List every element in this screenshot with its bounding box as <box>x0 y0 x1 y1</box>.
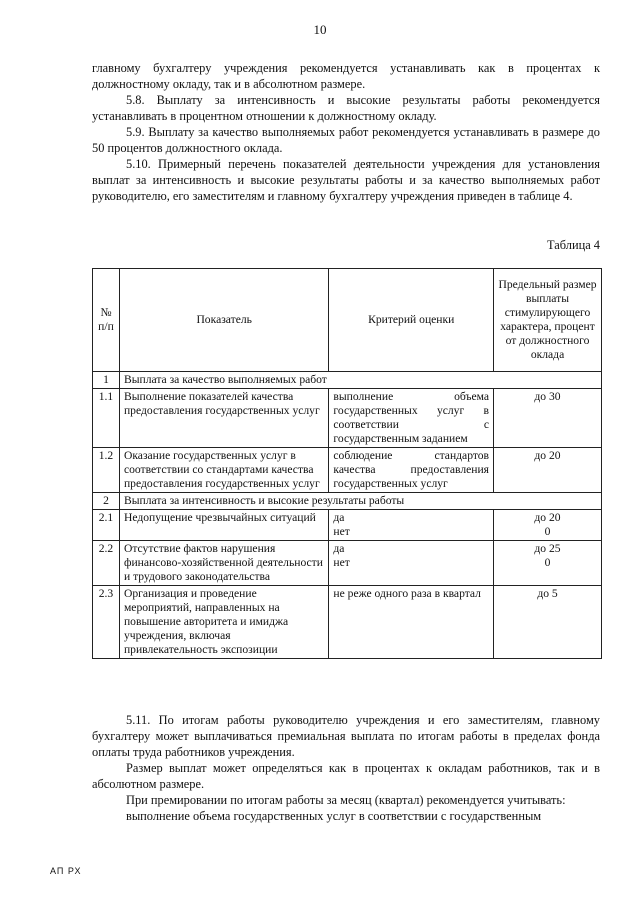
section-number: 2 <box>93 493 120 510</box>
limit-yes: до 20 <box>534 511 561 524</box>
table-row <box>93 586 602 659</box>
paragraph-bonus-size: Размер выплат может определяться как в процентах к окладам работников, так и в абсолютном размере. <box>92 761 600 791</box>
header-criterion: Критерий оценки <box>329 269 494 372</box>
intro-text <box>92 60 600 204</box>
paragraph-5-10: 5.10. Примерный перечень показателей деятельности учреждения для установления выплат за интенсивность и высокие результаты работы и за качество выполняемых работ руководителю, его заместителям и главному бухгалтеру учреждения приведен в таблице 4. <box>92 157 600 203</box>
section-number: 1 <box>93 372 120 389</box>
row-criterion <box>329 541 494 586</box>
table-row <box>93 541 602 586</box>
page-number: 10 <box>313 22 327 37</box>
table-header-row <box>93 269 602 372</box>
section-title: Выплата за качество выполняемых работ <box>119 372 601 389</box>
header-limit: Предельный размер выплаты стимулирующего характера, процент от должностного оклада <box>494 269 602 372</box>
row-number: 2.1 <box>93 510 120 541</box>
limit-no: 0 <box>544 525 551 538</box>
outro-text <box>92 712 600 824</box>
footer-mark: АП РХ <box>50 866 82 876</box>
row-limit <box>494 510 602 541</box>
row-indicator: Организация и проведение мероприятий, направленных на повышение авторитета и имиджа учреждения, включая привлекательность экспозиции <box>119 586 328 659</box>
section-row <box>93 372 602 389</box>
row-number: 1.1 <box>93 389 120 448</box>
row-indicator: Выполнение показателей качества предоставления государственных услуг <box>119 389 328 448</box>
row-indicator: Недопущение чрезвычайных ситуаций <box>119 510 328 541</box>
row-indicator: Оказание государственных услуг в соответствии со стандартами качества предоставления государственных услуг <box>119 448 328 493</box>
paragraph-5-9: 5.9. Выплату за качество выполняемых работ рекомендуется устанавливать в размере до 50 процентов должностного оклада. <box>92 125 600 155</box>
limit-no: 0 <box>544 556 551 569</box>
row-criterion: выполнение объема государственных услуг в соответствии с государственным заданием <box>329 389 494 448</box>
row-limit <box>494 541 602 586</box>
table-row <box>93 448 602 493</box>
criterion-yes: да <box>333 511 345 524</box>
paragraph-5-8: 5.8. Выплату за интенсивность и высокие результаты работы рекомендуется устанавливать в процентном отношении к должностному окладу. <box>92 93 600 123</box>
limit-yes: до 25 <box>534 542 561 555</box>
header-num: № п/п <box>93 269 120 372</box>
row-criterion <box>329 510 494 541</box>
criterion-no: нет <box>333 525 350 538</box>
criterion-no: нет <box>333 556 350 569</box>
row-limit: до 20 <box>494 448 602 493</box>
row-number: 2.2 <box>93 541 120 586</box>
paragraph-bonus-factors: При премировании по итогам работы за месяц (квартал) рекомендуется учитывать: <box>126 793 566 807</box>
criterion-yes: да <box>333 542 345 555</box>
row-limit: до 5 <box>494 586 602 659</box>
section-title: Выплата за интенсивность и высокие результаты работы <box>119 493 601 510</box>
table-caption: Таблица 4 <box>547 238 600 252</box>
paragraph-volume-services: выполнение объема государственных услуг в соответствии с государственным <box>126 809 542 823</box>
row-number: 2.3 <box>93 586 120 659</box>
table-row <box>93 510 602 541</box>
row-indicator: Отсутствие фактов нарушения финансово-хозяйственной деятельности и трудового законодательства <box>119 541 328 586</box>
paragraph-5-11: 5.11. По итогам работы руководителю учреждения и его заместителям, главному бухгалтеру может выплачиваться премиальная выплата по итогам работы в пределах фонда оплаты труда работников учреждения. <box>92 713 600 759</box>
row-limit: до 30 <box>494 389 602 448</box>
row-number: 1.2 <box>93 448 120 493</box>
row-criterion: не реже одного раза в квартал <box>329 586 494 659</box>
paragraph-continuation: главному бухгалтеру учреждения рекомендуется устанавливать как в процентах к должностному окладу, так и в абсолютном размере. <box>92 61 600 91</box>
section-row <box>93 493 602 510</box>
table-row <box>93 389 602 448</box>
header-indicator: Показатель <box>119 269 328 372</box>
table-4 <box>92 268 602 659</box>
row-criterion: соблюдение стандартов качества предоставления государственных услуг <box>329 448 494 493</box>
